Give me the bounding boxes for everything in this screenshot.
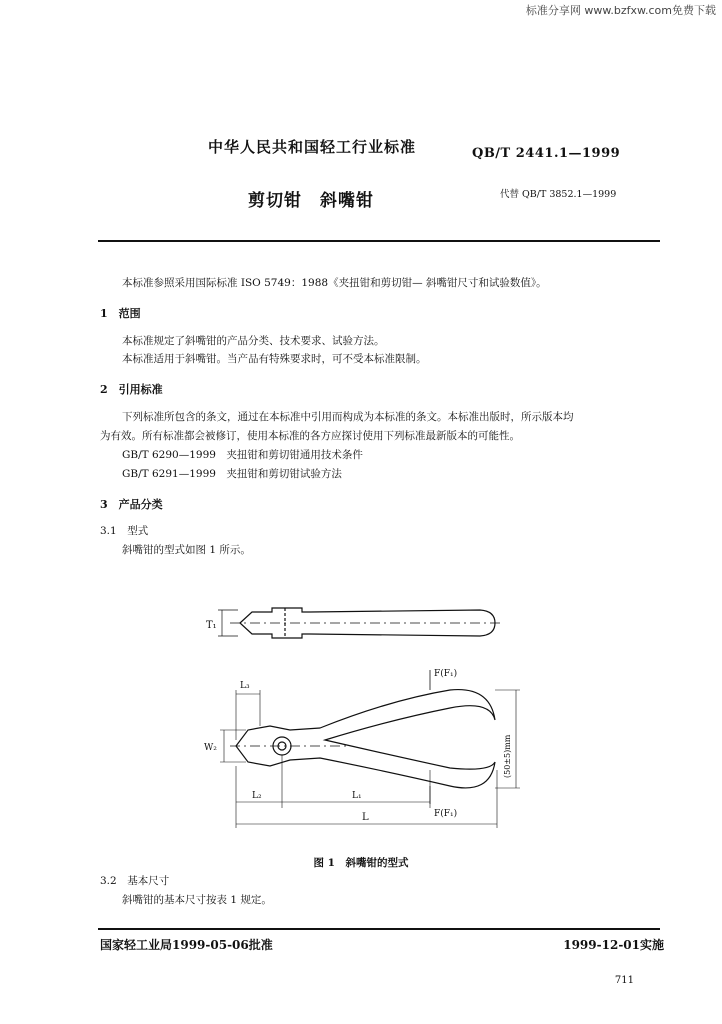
standard-code: QB/T 2441.1—1999	[472, 146, 621, 161]
section-2-paragraph-line-2: 为有效。所有标准都会被修订，使用本标准的各方应探讨使用下列标准最新版本的可能性。	[100, 430, 520, 442]
section-2-paragraph-line-1: 下列标准所包含的条文，通过在本标准中引用而构成为本标准的条文。本标准出版时，所示版本均	[122, 411, 574, 423]
label-l2: L₂	[252, 791, 262, 801]
label-l3: L₃	[240, 681, 250, 691]
label-l1: L₁	[352, 791, 362, 801]
figure-1-caption: 图 1 斜嘴钳的型式	[313, 857, 409, 869]
section-1-paragraph-2: 本标准适用于斜嘴钳。当产品有特殊要求时，可不受本标准限制。	[122, 353, 427, 365]
reference-gb-6290: GB/T 6290—1999 夹扭钳和剪切钳通用技术条件	[122, 449, 363, 461]
pliers-side-view	[220, 670, 520, 828]
page-number: 711	[614, 975, 634, 986]
section-2-heading: 2 引用标准	[100, 383, 163, 396]
watermark: 标准分享网 www.bzfxw.com免费下载	[525, 4, 716, 17]
footer-rule	[98, 928, 660, 930]
label-force-bottom: F(F₁)	[434, 809, 458, 819]
intro-paragraph: 本标准参照采用国际标准 ISO 5749：1988《夹扭钳和剪切钳— 斜嘴钳尺寸和试验数值》。	[122, 277, 547, 289]
label-t1: T₁	[206, 620, 217, 631]
label-w2: W₂	[204, 743, 217, 753]
label-force-top: F(F₁)	[434, 669, 458, 679]
replaces-note: 代替 QB/T 3852.1—1999	[500, 189, 617, 200]
section-1-paragraph-1: 本标准规定了斜嘴钳的产品分类、技术要求、试验方法。	[122, 335, 385, 347]
approval-date: 国家轻工业局1999-05-06批准	[100, 938, 273, 952]
section-3-2-paragraph: 斜嘴钳的基本尺寸按表 1 规定。	[122, 894, 272, 906]
header-rule	[98, 240, 660, 242]
standard-category-title: 中华人民共和国轻工行业标准	[208, 138, 417, 156]
reference-gb-6291: GB/T 6291—1999 夹扭钳和剪切钳试验方法	[122, 468, 342, 480]
label-l: L	[362, 812, 369, 823]
pliers-top-view	[218, 608, 500, 638]
section-1-heading: 1 范围	[100, 307, 141, 320]
label-dimension-right: (50±5)mm	[503, 734, 512, 778]
section-3-2-heading: 3.2 基本尺寸	[100, 875, 170, 887]
implementation-date: 1999-12-01实施	[563, 938, 664, 952]
section-3-heading: 3 产品分类	[100, 498, 163, 511]
figure-1-diagram	[190, 590, 530, 840]
section-3-1-heading: 3.1 型式	[100, 525, 149, 537]
document-title: 剪切钳 斜嘴钳	[248, 191, 374, 211]
section-3-1-paragraph: 斜嘴钳的型式如图 1 所示。	[122, 544, 251, 556]
